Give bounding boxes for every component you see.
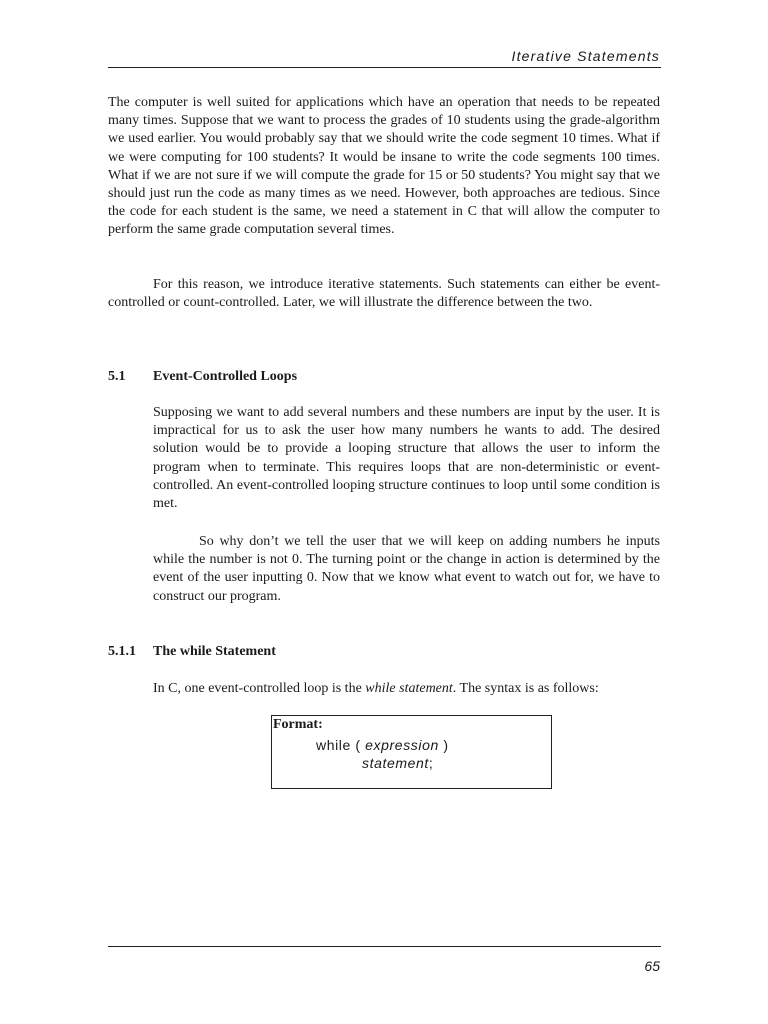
section-number: 5.1.1 — [108, 644, 136, 659]
running-header-title: Iterative Statements — [511, 48, 660, 64]
page-number: 65 — [644, 958, 660, 974]
section-title: The while Statement — [153, 644, 276, 659]
syntax-format-box — [271, 715, 552, 789]
section-number: 5.1 — [108, 369, 126, 384]
while-intro-text: In C, one event-controlled loop is the — [153, 681, 366, 696]
section-title: Event-Controlled Loops — [153, 369, 298, 384]
header-rule — [108, 67, 661, 68]
footer-rule — [108, 946, 661, 947]
while-intro-tail: . The syntax is as follows: — [452, 681, 599, 696]
intro-paragraph-1: The computer is well suited for applications which have an operation that needs to be repeated many times. Suppose that we want to process the grades of 10 students using the grade-algorithm we used earlier. You would probably say that we should write the code segment 10 times. What if we were computing for 100 students? It would be insane to write the code segments 100 times. What if we are not sure if we will compute the grade for 15 or 50 students? You might say that we should just run the code as many times as we need. However, both approaches are tedious. Since the code for each student is the same, we need a statement in C that will allow the computer to perform the same grade computation several times. — [108, 95, 660, 238]
close-paren: ) — [443, 737, 449, 753]
while-keyword: while — [316, 737, 351, 753]
section-5-1-paragraph-2: So why don’t we tell the user that we will keep on adding numbers he inputs while the number is not 0. The turning point or the change in action is determined by the event of the user inputting 0. Now that we know what event to watch out for, we have to construct our program. — [153, 534, 660, 604]
semicolon: ; — [428, 755, 434, 771]
statement-placeholder: statement — [362, 755, 429, 771]
intro-paragraph-2: For this reason, we introduce iterative statements. Such statements can either be event-controlled or count-controlled. Later, we will illustrate the difference between the two. — [108, 277, 660, 311]
open-paren: ( — [355, 737, 361, 753]
while-syntax-line — [316, 737, 449, 753]
expression-placeholder: expression — [365, 737, 439, 753]
statement-syntax-line — [362, 755, 433, 771]
while-statement-emphasis: while statement — [365, 681, 453, 696]
format-label: Format: — [273, 717, 323, 732]
while-intro-paragraph — [153, 680, 663, 698]
section-5-1-paragraph-1: Supposing we want to add several numbers and these numbers are input by the user. It is impractical for us to ask the user how many numbers he wants to add. The desired solution would be to provide a looping structure that allows the user to inform the program when to terminate. This requires loops that are non-deterministic or event-controlled. An event-controlled looping structure continues to loop until some condition is met. — [153, 405, 660, 512]
